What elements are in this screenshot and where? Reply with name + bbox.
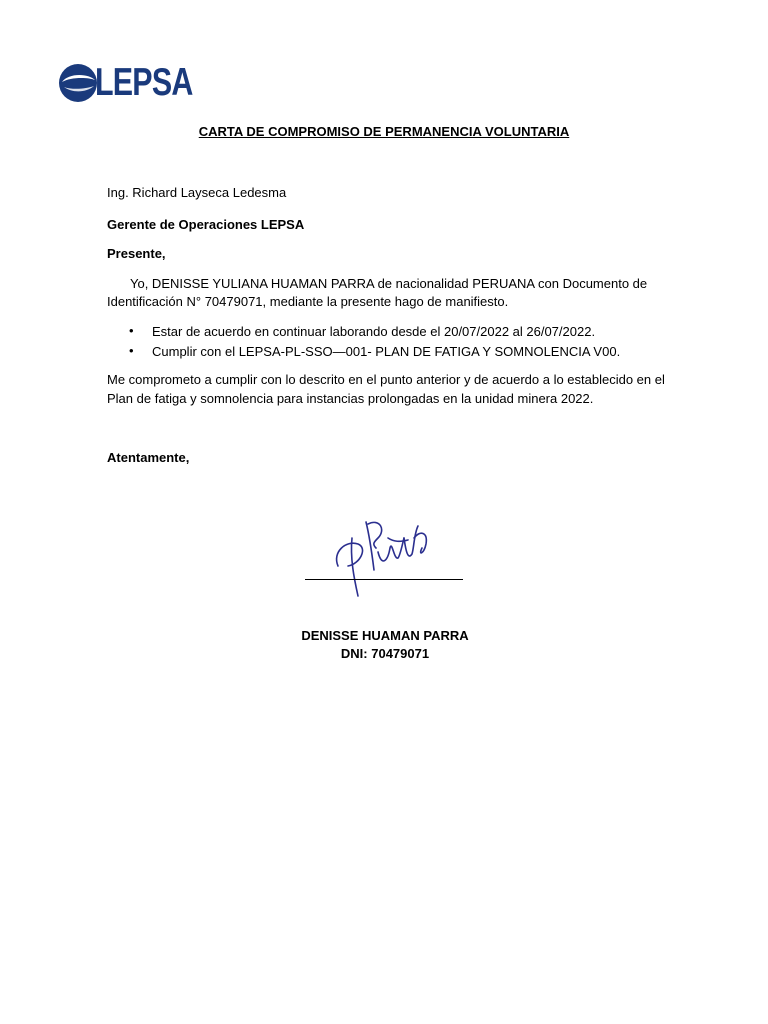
- lepsa-logo-icon: [58, 60, 98, 106]
- bullet-marker: •: [129, 343, 134, 358]
- letter-title: CARTA DE COMPROMISO DE PERMANENCIA VOLUNTARIA: [198, 124, 570, 139]
- signatory-name: DENISSE HUAMAN PARRA: [301, 628, 469, 643]
- body-line-1: Yo, DENISSE YULIANA HUAMAN PARRA de nacionalidad PERUANA con Documento de: [130, 276, 648, 291]
- bullet-item-2: Cumplir con el LEPSA-PL-SSO—001- PLAN DE FATIGA Y SOMNOLENCIA V00.: [152, 344, 621, 359]
- bullet-item-1: Estar de acuerdo en continuar laborando desde el 20/07/2022 al 26/07/2022.: [152, 324, 596, 339]
- bullet-marker: •: [129, 323, 134, 338]
- signatory-dni: DNI: 70479071: [340, 646, 430, 661]
- logo-wordmark: LEPSA: [95, 61, 193, 104]
- lepsa-logo: [58, 60, 193, 106]
- handwritten-signature: [328, 508, 440, 600]
- signature-line: [305, 579, 463, 580]
- closing: Atentamente,: [107, 450, 190, 465]
- salutation: Presente,: [107, 246, 166, 261]
- addressee-name: Ing. Richard Layseca Ledesma: [107, 185, 287, 200]
- body-line-2: Identificación N° 70479071, mediante la presente hago de manifiesto.: [107, 294, 509, 309]
- commitment-line-2: Plan de fatiga y somnolencia para instancias prolongadas en la unidad minera 2022.: [107, 391, 594, 406]
- addressee-role: Gerente de Operaciones LEPSA: [107, 217, 305, 232]
- commitment-line-1: Me comprometo a cumplir con lo descrito en el punto anterior y de acuerdo a lo establecido en el: [107, 372, 665, 387]
